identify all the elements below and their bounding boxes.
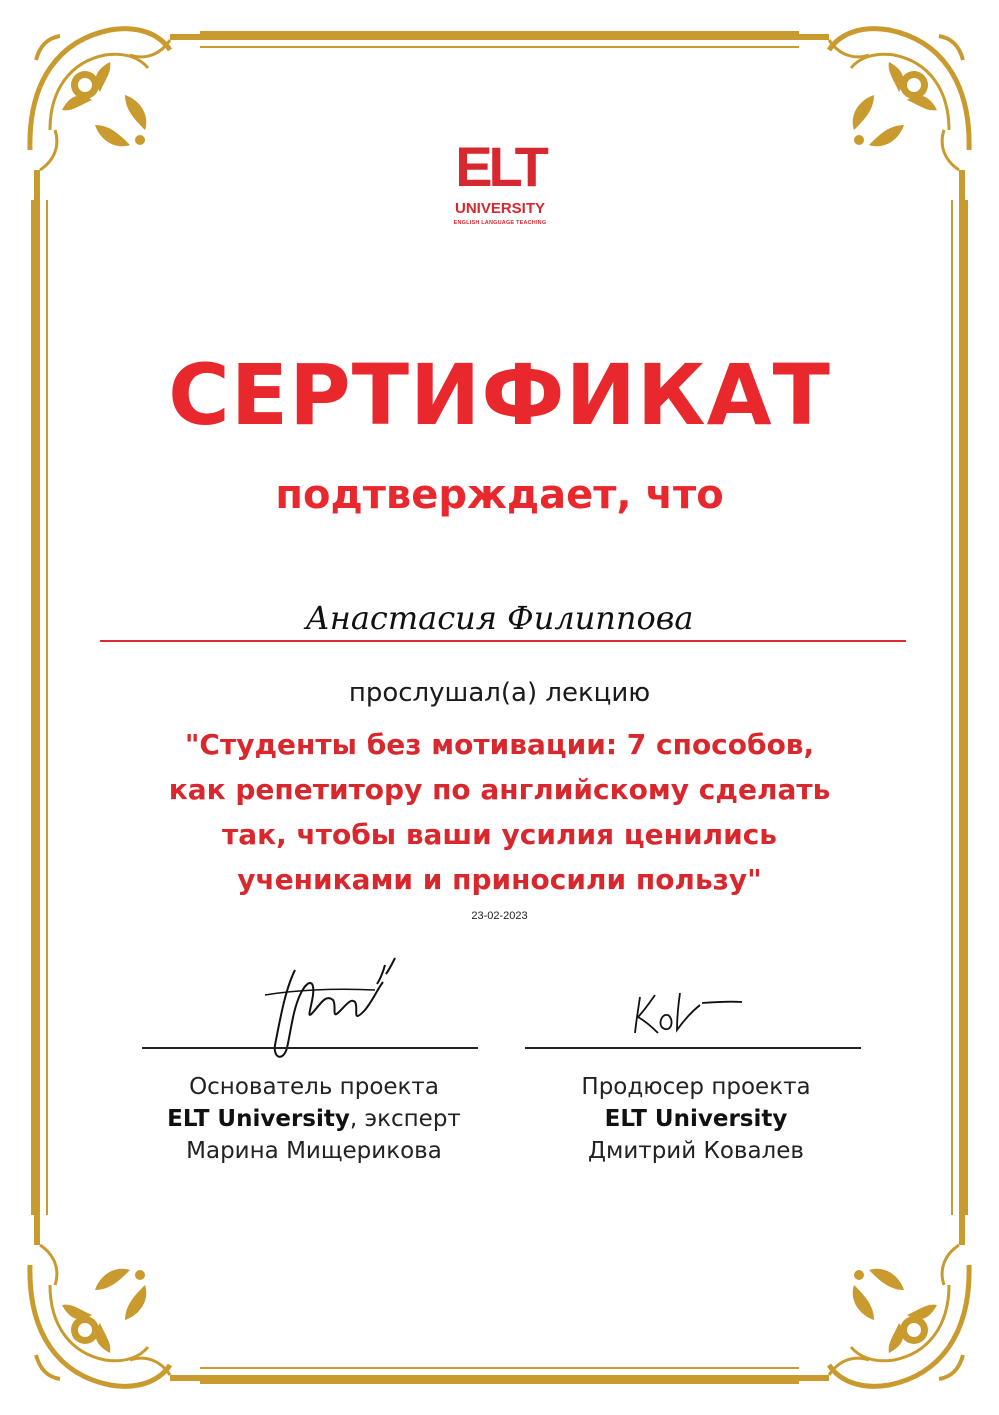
- certificate-date: 23-02-2023: [471, 910, 528, 922]
- signatory-org: ELT University: [604, 1106, 788, 1132]
- signatory-name: Марина Мищерикова: [186, 1138, 442, 1164]
- logo-main-text: ELT: [455, 135, 545, 198]
- elt-logo: [440, 135, 560, 235]
- certificate-title: СЕРТИФИКАТ: [168, 346, 831, 444]
- signatory-org-line: [506, 1103, 886, 1135]
- logo-tagline: ENGLISH LANGUAGE TEACHING: [453, 220, 547, 226]
- lecture-title-line: учениками и приносили пользу": [237, 863, 762, 896]
- lecture-title: [0, 722, 999, 902]
- signatory-org: ELT University: [167, 1106, 350, 1132]
- recipient-name: Анастасия Филиппова: [305, 599, 694, 637]
- lecture-title-line: "Студенты без мотивации: 7 способов,: [184, 728, 815, 761]
- name-underline: [100, 640, 906, 642]
- signature-image: [620, 985, 750, 1040]
- signatory-org-suffix: , эксперт: [349, 1106, 461, 1132]
- signatory-name: Дмитрий Ковалев: [588, 1138, 804, 1164]
- signatory-role: Продюсер проекта: [581, 1074, 811, 1100]
- signatory-founder: [124, 1045, 504, 1167]
- signatory-org-line: [124, 1103, 504, 1135]
- signatory-role: Основатель проекта: [189, 1074, 439, 1100]
- certificate-subtitle: подтверждает, что: [275, 472, 724, 518]
- listened-text: прослушал(а) лекцию: [348, 678, 651, 708]
- signatory-producer: [506, 1045, 886, 1167]
- lecture-title-line: как репетитору по английскому сделать: [168, 773, 831, 806]
- logo-university-text: UNIVERSITY: [454, 200, 545, 217]
- lecture-title-line: так, чтобы ваши усилия ценились: [222, 818, 777, 851]
